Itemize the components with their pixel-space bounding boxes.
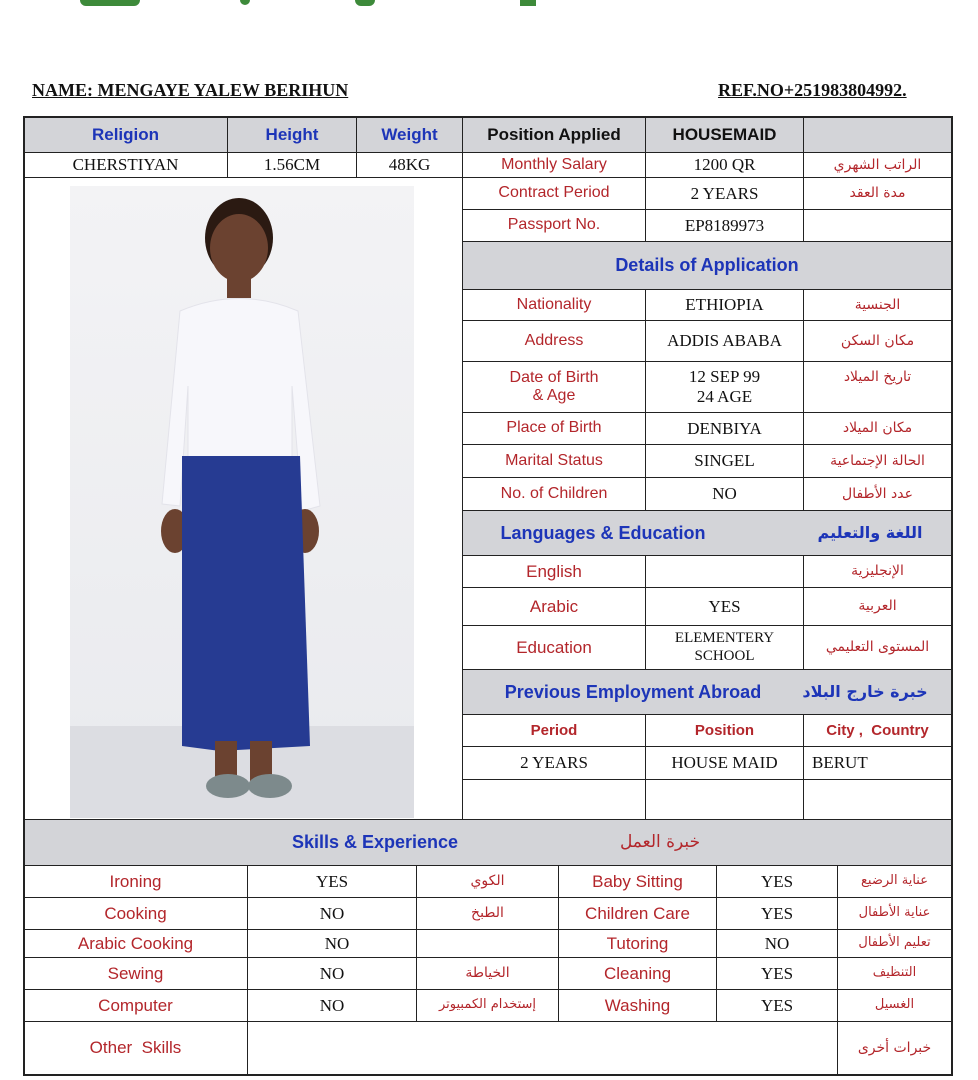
english-value <box>646 556 803 587</box>
dob-label-line1: Date of Birth <box>509 368 599 386</box>
nationality-label: Nationality <box>516 295 592 313</box>
skill-cooking-value: NO <box>319 903 345 923</box>
nationality-arabic: الجنسية <box>854 296 901 313</box>
height-label: Height <box>265 124 319 144</box>
skills-title-arabic: خبرة العمل <box>619 831 701 852</box>
employment-title: Previous Employment Abroad <box>504 681 762 702</box>
skill-cleaning-arabic: التنظيف <box>872 965 917 981</box>
logo-fragment <box>355 0 375 6</box>
employment-position-value: HOUSE MAID <box>671 753 778 773</box>
skill-children-care-value: YES <box>760 903 794 923</box>
other-skills-value <box>248 1022 837 1074</box>
other-skills-arabic: خبرات أخرى <box>857 1039 932 1056</box>
skill-sewing-value: NO <box>319 963 345 983</box>
place-of-birth-arabic: مكان الميلاد <box>842 420 913 437</box>
marital-status-value: SINGEL <box>694 451 755 471</box>
contract-period-value: 2 YEARS <box>690 183 759 203</box>
place-of-birth-label: Place of Birth <box>506 419 602 437</box>
reference-number: REF.NO+251983804992. <box>718 80 907 100</box>
address-value: ADDIS ABABA <box>667 331 782 351</box>
dob-label-line2: & Age <box>532 387 576 404</box>
position-applied-label: Position Applied <box>487 124 621 144</box>
height-value: 1.56CM <box>263 155 321 175</box>
skill-washing-arabic: الغسيل <box>874 997 915 1013</box>
address-label: Address <box>524 331 584 349</box>
skill-baby-sitting-label: Baby Sitting <box>592 871 683 891</box>
children-label: No. of Children <box>500 484 608 502</box>
contract-period-label: Contract Period <box>498 184 610 202</box>
education-arabic: المستوى التعليمي <box>825 639 930 656</box>
marital-status-arabic: الحالة الإجتماعية <box>830 452 925 469</box>
religion-value: CHERSTIYAN <box>72 155 179 175</box>
nationality-value: ETHIOPIA <box>685 295 764 315</box>
details-title: Details of Application <box>615 255 799 276</box>
skill-cleaning-value: YES <box>760 963 794 983</box>
logo-fragment <box>80 0 140 6</box>
skill-computer-label: Computer <box>98 995 173 1015</box>
skill-children-care-label: Children Care <box>585 903 690 923</box>
place-of-birth-value: DENBIYA <box>687 418 762 438</box>
dob-arabic: تاريخ الميلاد <box>843 368 912 385</box>
skill-washing-label: Washing <box>604 995 671 1015</box>
logo-fragment <box>240 0 250 5</box>
address-arabic: مكان السكن <box>840 332 915 349</box>
languages-title-arabic: اللغة والتعليم <box>817 522 923 542</box>
skill-sewing-label: Sewing <box>107 963 164 983</box>
employment-period-header: Period <box>530 721 578 739</box>
employment-title-arabic: خبرة خارج البلاد <box>802 681 928 701</box>
skill-ironing-arabic: الكوي <box>470 873 505 890</box>
arabic-arabic: العربية <box>858 598 897 615</box>
applicant-name: NAME: MENGAYE YALEW BERIHUN <box>32 80 349 100</box>
dob-label <box>463 362 645 412</box>
passport-label: Passport No. <box>507 216 601 234</box>
skill-tutoring-value: NO <box>764 933 790 953</box>
skill-arabic-cooking-value: NO <box>324 933 350 953</box>
education-label: Education <box>516 637 592 657</box>
skill-cleaning-label: Cleaning <box>603 963 672 983</box>
employment-period-value: 2 YEARS <box>520 753 588 773</box>
skill-ironing-value: YES <box>315 871 349 891</box>
dob-value-date: 12 SEP 99 <box>688 367 761 387</box>
skill-tutoring-arabic: تعليم الأطفال <box>858 935 931 951</box>
skill-ironing-label: Ironing <box>109 871 162 891</box>
skill-tutoring-label: Tutoring <box>606 933 669 953</box>
skill-computer-value: NO <box>319 995 345 1015</box>
education-value-line2: SCHOOL <box>694 647 755 664</box>
skill-cooking-label: Cooking <box>104 903 167 923</box>
arabic-value: YES <box>708 596 741 616</box>
skill-cooking-arabic: الطبخ <box>471 905 504 922</box>
skill-sewing-arabic: الخياطة <box>465 965 510 982</box>
education-value-line1: ELEMENTERY <box>674 630 775 647</box>
marital-status-label: Marital Status <box>505 451 603 469</box>
monthly-salary-label: Monthly Salary <box>501 155 607 173</box>
english-label: English <box>526 561 582 581</box>
skill-children-care-arabic: عناية الأطفال <box>858 905 931 921</box>
other-skills-label: Other Skills <box>89 1038 182 1058</box>
dob-value-age: 24 AGE <box>696 387 753 406</box>
languages-title: Languages & Education <box>500 522 706 543</box>
logo-fragment <box>520 0 536 6</box>
employment-city-header: City , Country <box>826 721 929 739</box>
skill-baby-sitting-value: YES <box>760 871 794 891</box>
employment-position-header: Position <box>694 721 755 739</box>
children-value: NO <box>712 484 737 504</box>
arabic-label: Arabic <box>529 596 579 616</box>
dob-value <box>646 362 803 412</box>
english-arabic: الإنجليزية <box>851 563 904 580</box>
skills-title: Skills & Experience <box>291 832 459 853</box>
monthly-salary-value: 1200 QR <box>693 155 756 175</box>
skill-computer-arabic: إستخدام الكمبيوتر <box>438 997 537 1013</box>
skill-arabic-cooking-label: Arabic Cooking <box>77 933 194 953</box>
weight-value: 48KG <box>388 155 431 175</box>
applicant-photo <box>70 186 414 818</box>
skill-baby-sitting-arabic: عناية الرضيع <box>861 873 928 889</box>
passport-value: EP8189973 <box>684 215 765 235</box>
children-arabic: عدد الأطفال <box>842 485 913 502</box>
employment-city-value: BERUT <box>812 753 868 773</box>
weight-label: Weight <box>381 124 438 144</box>
skill-washing-value: YES <box>760 995 794 1015</box>
monthly-salary-arabic: الراتب الشهري <box>833 156 922 173</box>
education-value <box>646 626 803 669</box>
contract-period-arabic: مدة العقد <box>849 185 906 202</box>
religion-label: Religion <box>91 124 160 144</box>
position-applied-value: HOUSEMAID <box>672 124 777 144</box>
skill-arabic-cooking-arabic <box>417 930 558 957</box>
